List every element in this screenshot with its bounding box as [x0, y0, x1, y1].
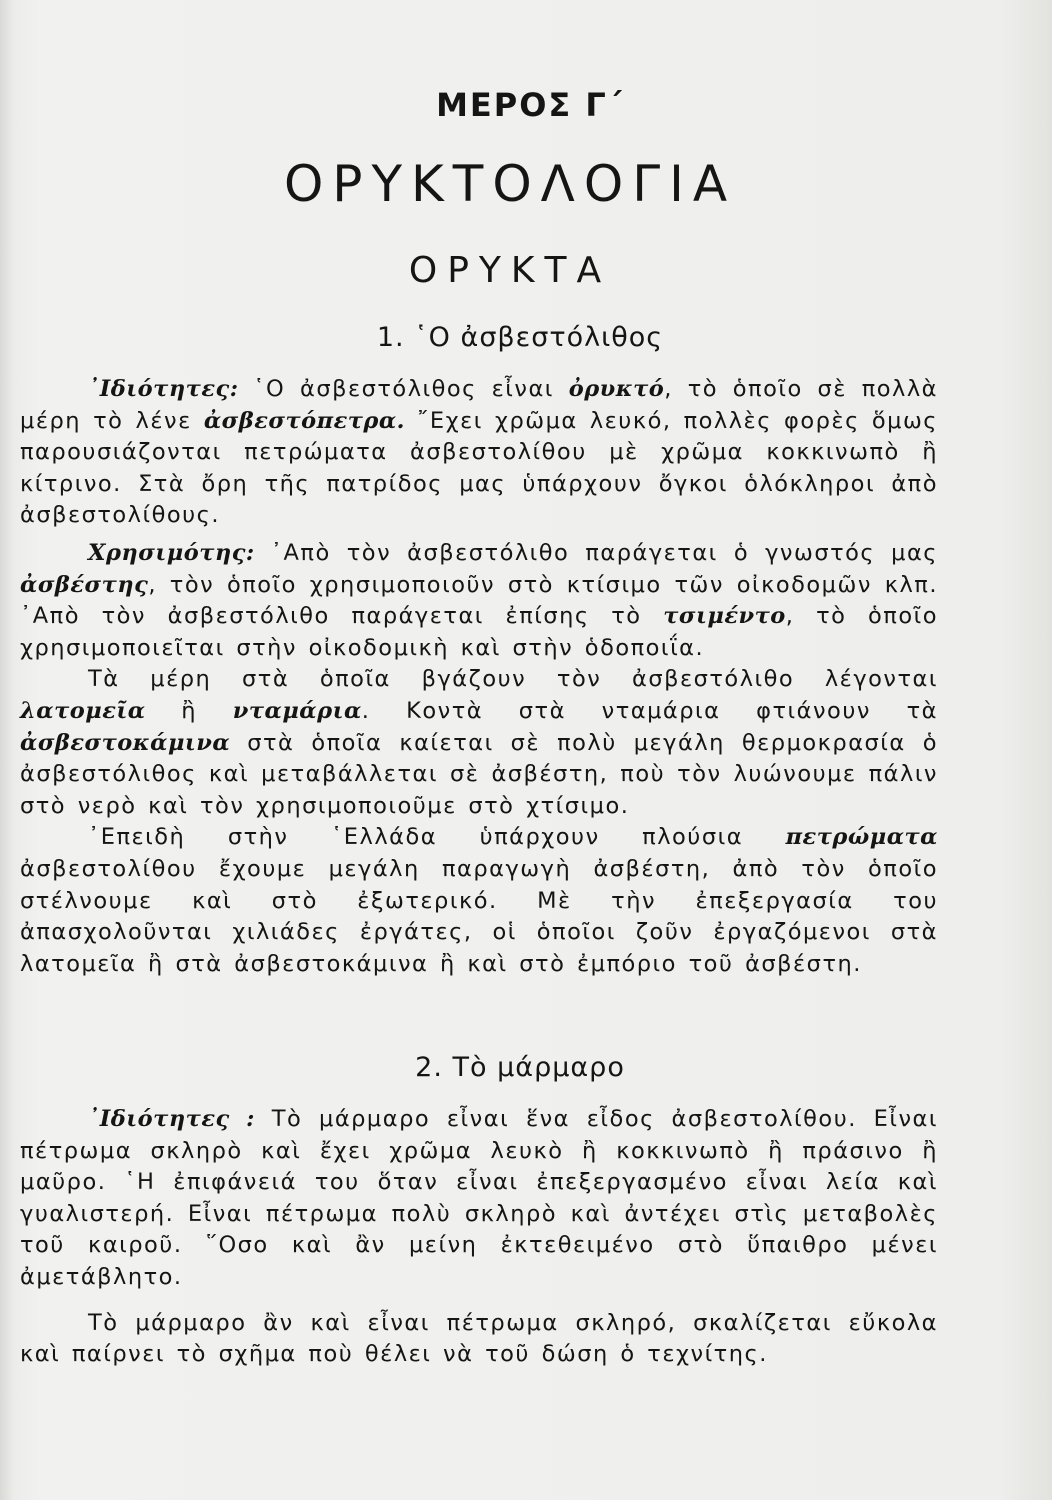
section-body-marble: [20, 1104, 938, 1371]
keyword: ἀσβεστόπετρα.: [203, 407, 406, 434]
keyword: ἀσβέστης: [20, 571, 149, 598]
keyword: λατομεῖα: [20, 697, 146, 724]
page-title: ΟΡΥΚΤΟΛΟΓΙΑ: [283, 155, 737, 213]
paragraph-marble-properties: ᾿Ιδιότητες : Τὸ μάρμαρο εἶναι ἕνα εἶδος ἀσβεστολίθου. Εἶναι πέτρωμα σκληρὸ καὶ ἔχει χρῶμα λευκὸ ἢ κοκκινωπὸ ἢ πράσινο ἢ μαῦρο. ῾Η ἐπιφάνειά του ὅταν εἶναι ἐπεξεργασμένο εἶναι λεία καὶ γυαλιστερή. Εἶναι πέτρωμα πολὺ σκληρὸ καὶ ἀντέχει στὶς μεταβολὲς τοῦ καιροῦ. ῞Οσο καὶ ἂν μείνη ἐκτεθειμένο στὸ ὕπαιθρο μένει ἀμετάβλητο.: [20, 1106, 938, 1290]
keyword: ἀσβεστοκάμινα: [20, 729, 231, 756]
keyword: ὀρυκτό: [568, 376, 665, 402]
keyword: νταμάρια: [232, 697, 362, 724]
section-heading-limestone: 1. ῾Ο ἀσβεστόλιθος: [376, 322, 664, 353]
keyword: πετρώματα: [785, 824, 938, 851]
paragraph-marble-carving: Τὸ μάρμαρο ἂν καὶ εἶναι πέτρωμα σκληρό, σκαλίζεται εὔκολα καὶ παίρνει τὸ σχῆμα ποὺ θέλει νὰ τοῦ δώση ὁ τεχνίτης.: [20, 1309, 938, 1368]
keyword-label: ᾿Ιδιότητες:: [88, 376, 239, 402]
paragraph-production: ᾿Επειδὴ στὴν ῾Ελλάδα ὑπάρχουν πλούσια πετρώματα ἀσβεστολίθου ἔχουμε μεγάλη παραγωγὴ ἀσβέστη, ἀπὸ τὸν ὁποῖο στέλνουμε καὶ στὸ ἐξωτερικό. Μὲ τὴν ἐπεξεργασία του ἀπασχολοῦνται χιλιάδες ἐργάτες, οἱ ὁποῖοι ζοῦν ἐργαζόμενοι στὰ λατομεῖα ἢ στὰ ἀσβεστοκάμινα ἢ καὶ στὸ ἐμπόριο τοῦ ἀσβέστη.: [20, 824, 938, 977]
keyword-label: ᾿Ιδιότητες :: [88, 1106, 255, 1132]
part-label: ΜΕΡΟΣ Γ΄: [436, 86, 624, 124]
section-heading-marble: 2. Τὸ μάρμαρο: [415, 1052, 625, 1083]
chapter-title: ΟΡΥΚΤΑ: [408, 250, 612, 291]
paragraph-quarries: Τὰ μέρη στὰ ὁποῖα βγάζουν τὸν ἀσβεστόλιθο λέγονται λατομεῖα ἢ νταμάρια. Κοντὰ στὰ νταμάρια φτιάνουν τὰ ἀσβεστοκάμινα στὰ ὁποῖα καίεται σὲ πολὺ μεγάλη θερμοκρασία ὁ ἀσβεστόλιθος καὶ μεταβάλλεται σὲ ἀσβέστη, ποὺ τὸν λυώνουμε πάλιν στὸ νερὸ καὶ τὸν χρησιμοποιοῦμε στὸ χτίσιμο.: [20, 666, 938, 819]
paragraph-properties: ᾿Ιδιότητες: ῾Ο ἀσβεστόλιθος εἶναι ὀρυκτό, τὸ ὁποῖο σὲ πολλὰ μέρη τὸ λένε ἀσβεστόπετρα. ῎Εχει χρῶμα λευκό, πολλὲς φορὲς ὅμως παρουσιάζονται πετρώματα ἀσβεστολίθου μὲ χρῶμα κοκκινωπὸ ἢ κίτρινο. Στὰ ὄρη τῆς πατρίδος μας ὑπάρχουν ὄγκοι ὁλόκληροι ἀπὸ ἀσβεστολίθους.: [20, 376, 939, 529]
keyword: τσιμέντο: [663, 603, 786, 630]
section-body-limestone: [20, 374, 938, 980]
paragraph-usefulness: Χρησιμότης: ᾿Απὸ τὸν ἀσβεστόλιθο παράγεται ὁ γνωστός μας ἀσβέστης, τὸν ὁποῖο χρησιμοποιοῦν στὸ κτίσιμο τῶν οἰκοδομῶν κλπ. ᾿Απὸ τὸν ἀσβεστόλιθο παράγεται ἐπίσης τὸ τσιμέντο, τὸ ὁποῖο χρησιμοποιεῖται στὴν οἰκοδομικὴ καὶ στὴν ὁδοποιΐα.: [20, 539, 938, 661]
keyword-label: Χρησιμότης:: [88, 539, 255, 566]
